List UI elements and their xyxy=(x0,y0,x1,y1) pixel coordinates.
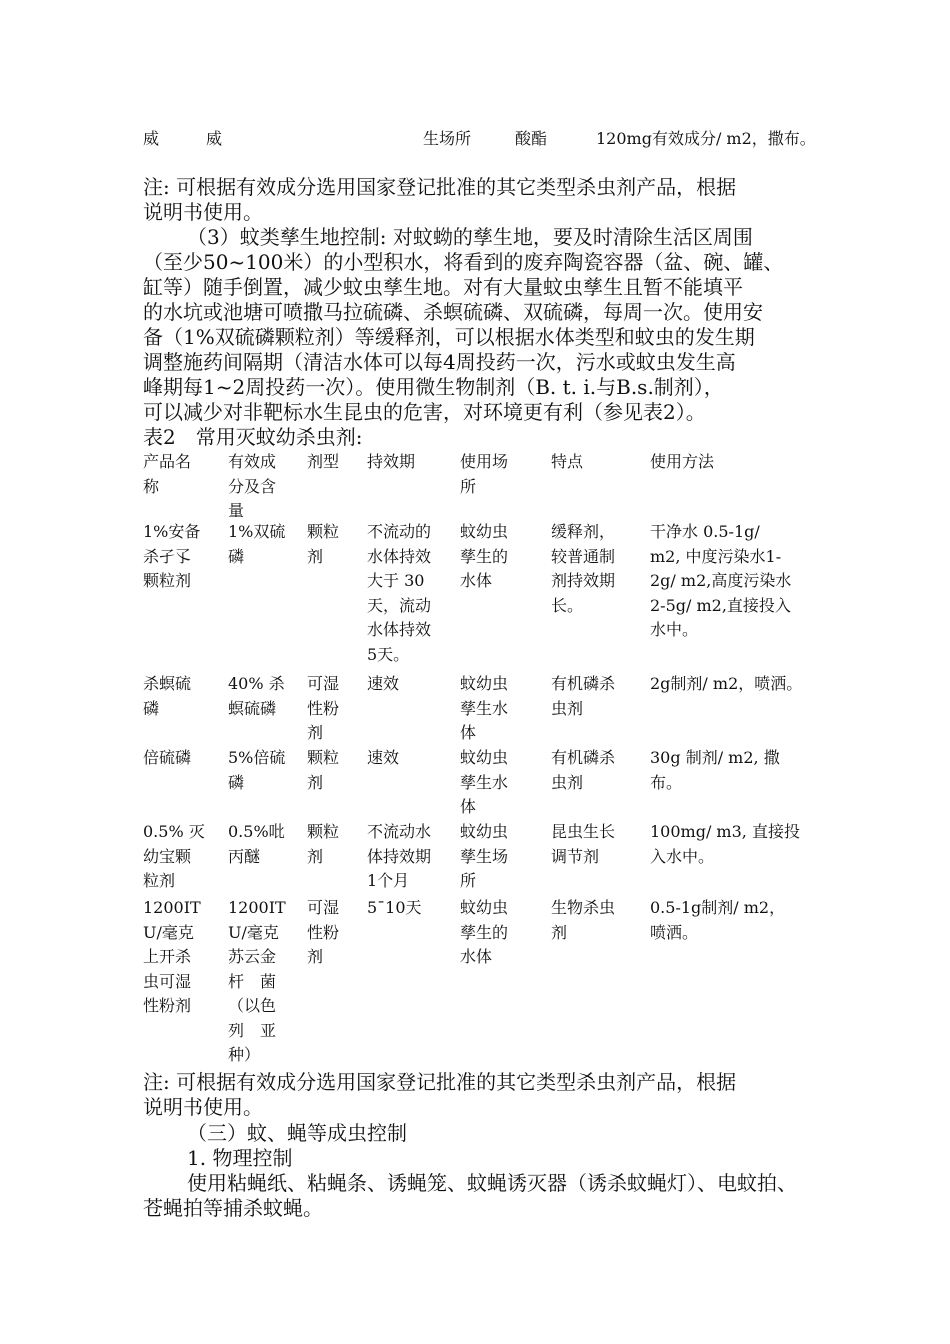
cell-line: 孳生的 xyxy=(460,922,509,942)
cell-line: 苏云金 xyxy=(228,947,277,966)
table-cell xyxy=(650,672,802,697)
text-line: 说明书使用。 xyxy=(143,200,263,224)
table-cell xyxy=(143,746,191,771)
cell-line: 粒剂 xyxy=(143,871,176,890)
cell-line: 生物杀虫 xyxy=(551,898,616,917)
table-cell xyxy=(307,896,339,970)
text-line: 调整施药间隔期（清洁水体可以每4周投药一次，污水或蚊虫发生高 xyxy=(143,350,736,374)
cell-line: 1个月 xyxy=(367,871,410,890)
table-cell xyxy=(460,520,508,594)
cell-line: 剂 xyxy=(307,846,324,866)
cell-line: 剂 xyxy=(307,947,324,966)
table-cell xyxy=(367,896,422,921)
cell-line: 100mg/ m3, 直接投 xyxy=(650,822,800,841)
cell-line: 不流动水 xyxy=(367,822,432,841)
cell-line: 不流动的 xyxy=(367,522,432,541)
cell-line: 蚊幼虫 xyxy=(460,522,509,541)
cell-line: 大于 30 xyxy=(367,571,425,590)
table1-last-row xyxy=(0,126,950,150)
cell-line: 磷 xyxy=(143,698,160,718)
cell-line: 特点 xyxy=(551,452,584,471)
cell-line: 所 xyxy=(460,476,477,496)
cell-line: 孳生的 xyxy=(460,546,509,566)
table-caption-text: 表2 常用灭蚊幼杀虫剂: xyxy=(143,425,363,449)
table-cell: 威 xyxy=(143,129,160,148)
cell-line: 螟硫磷 xyxy=(228,698,277,718)
cell-line: 列 亚 xyxy=(228,1020,277,1040)
note-paragraph xyxy=(143,175,815,225)
text-line: 缸等）随手倒置，减少蚊虫孳生地。对有大量蚊虫孳生且暂不能填平 xyxy=(143,275,743,299)
table-cell: 120mg有效成分/ m2，撒布。 xyxy=(596,129,816,148)
note-paragraph xyxy=(143,1070,815,1120)
cell-line: 1200IT xyxy=(228,898,286,917)
table-cell xyxy=(228,520,285,569)
table-cell xyxy=(367,820,431,894)
table-cell xyxy=(551,672,615,721)
cell-line: 使用方法 xyxy=(650,452,715,471)
cell-line: 长。 xyxy=(551,595,584,615)
cell-line: 孳生水 xyxy=(460,698,509,718)
table-cell xyxy=(143,820,205,894)
cell-line: 性粉 xyxy=(307,698,340,718)
cell-line: U/毫克 xyxy=(143,922,194,942)
mosquito-breeding-control-paragraph xyxy=(143,225,815,425)
table-cell xyxy=(367,520,431,667)
cell-line: 水体 xyxy=(460,947,493,966)
text-line: （至少50~100米）的小型积水，将看到的废弃陶瓷容器（盆、碗、罐、 xyxy=(143,250,784,274)
cell-line: 杀螟硫 xyxy=(143,674,192,693)
cell-line: 1%双硫 xyxy=(228,522,286,541)
cell-line: 昆虫生长 xyxy=(551,822,616,841)
cell-line: 30g 制剂/ m2, 撒 xyxy=(650,748,780,767)
table-cell xyxy=(228,746,285,795)
table-cell xyxy=(307,672,339,746)
table-cell xyxy=(367,746,399,771)
cell-line: 颗粒 xyxy=(307,822,340,841)
text-line: 注: 可根据有效成分选用国家登记批准的其它类型杀虫剂产品，根据 xyxy=(143,175,737,199)
cell-line: 颗粒 xyxy=(307,522,340,541)
cell-line: 磷 xyxy=(228,772,245,792)
cell-line: 缓释剂， xyxy=(551,522,616,541)
table-cell xyxy=(307,746,339,795)
cell-line: 剂 xyxy=(551,922,568,942)
table-cell xyxy=(460,746,508,820)
cell-line: 水中。 xyxy=(650,620,699,639)
table-header-cell xyxy=(307,450,339,475)
text-line: 使用粘蝇纸、粘蝇条、诱蝇笼、蚊蝇诱灭器（诱杀蚊蝇灯）、电蚊拍、 xyxy=(187,1171,797,1195)
cell-line: 持效期 xyxy=(367,452,416,471)
cell-line: 喷洒。 xyxy=(650,922,699,942)
cell-line: 蚊幼虫 xyxy=(460,898,509,917)
cell-line: 虫剂 xyxy=(551,698,584,718)
adult-control-section xyxy=(143,1121,815,1221)
cell-line: 水体 xyxy=(460,571,493,590)
table-cell xyxy=(143,896,201,1019)
table-cell xyxy=(228,672,285,721)
text-line: 可以减少对非靶标水生昆虫的危害，对环境更有利（参见表2）。 xyxy=(143,400,706,424)
cell-line: 分及含 xyxy=(228,476,277,496)
cell-line: 天，流动 xyxy=(367,595,432,615)
table-cell xyxy=(460,820,508,894)
cell-line: 性粉剂 xyxy=(143,996,192,1015)
cell-line: 水体持效 xyxy=(367,546,432,566)
cell-line: 孳生水 xyxy=(460,772,509,792)
cell-line: 杆 菌 xyxy=(228,971,277,991)
cell-line: 有效成 xyxy=(228,452,277,471)
table-cell xyxy=(143,672,191,721)
table-cell xyxy=(143,520,200,594)
cell-line: 5%倍硫 xyxy=(228,748,286,767)
table-cell xyxy=(650,520,791,643)
cell-line: 水体持效 xyxy=(367,620,432,639)
cell-line: 蚊幼虫 xyxy=(460,674,509,693)
table-cell xyxy=(551,746,615,795)
text-line: 峰期每1~2周投药一次）。使用微生物制剂（B. t. i.与B.s.制剂）， xyxy=(143,375,724,399)
cell-line: 剂 xyxy=(307,546,324,566)
cell-line: 剂型 xyxy=(307,452,340,471)
table-cell xyxy=(650,896,785,945)
cell-line: 倍硫磷 xyxy=(143,748,192,767)
cell-line: 1%安备 xyxy=(143,522,201,541)
table-cell xyxy=(460,672,508,746)
table-header-cell xyxy=(650,450,714,475)
cell-line: 剂 xyxy=(307,772,324,792)
text-line: 的水坑或池塘可喷撒马拉硫磷、杀螟硫磷、双硫磷，每周一次。使用安 xyxy=(143,300,763,324)
table-header-cell xyxy=(460,450,508,499)
cell-line: 孳生场 xyxy=(460,846,509,866)
table-caption xyxy=(143,425,815,450)
table-header-cell xyxy=(551,450,583,475)
cell-line: 产品名 xyxy=(143,452,192,471)
table-cell xyxy=(460,896,508,970)
cell-line: 颗粒剂 xyxy=(143,571,192,590)
table-cell: 生场所 xyxy=(423,129,472,148)
cell-line: 0.5-1g制剂/ m2， xyxy=(650,898,786,917)
table-cell xyxy=(307,820,339,869)
text-line: 备（1%双硫磷颗粒剂）等缓释剂，可以根据水体类型和蚊虫的发生期 xyxy=(143,325,755,349)
cell-line: 0.5% 灭 xyxy=(143,822,205,841)
table-cell: 酸酯 xyxy=(515,129,548,148)
text-line: 说明书使用。 xyxy=(143,1095,263,1119)
cell-line: 杀孑孓 xyxy=(143,546,192,566)
table-cell xyxy=(551,520,615,618)
cell-line: 使用场 xyxy=(460,452,509,471)
cell-line: 布。 xyxy=(650,772,683,792)
cell-line: 5¯10天 xyxy=(367,898,422,917)
table-cell xyxy=(307,520,339,569)
cell-line: 所 xyxy=(460,871,477,890)
cell-line: 较普通制 xyxy=(551,546,616,566)
cell-line: 磷 xyxy=(228,546,245,566)
table-cell xyxy=(367,672,399,697)
cell-line: 可湿 xyxy=(307,674,340,693)
table-header-cell xyxy=(228,450,276,524)
cell-line: 虫剂 xyxy=(551,772,584,792)
cell-line: 体 xyxy=(460,723,477,742)
cell-line: 称 xyxy=(143,476,160,496)
cell-line: 调节剂 xyxy=(551,846,600,866)
cell-line: U/毫克 xyxy=(228,922,279,942)
cell-line: （以色 xyxy=(228,996,277,1015)
cell-line: 蚊幼虫 xyxy=(460,822,509,841)
cell-line: 颗粒 xyxy=(307,748,340,767)
table-cell xyxy=(650,746,780,795)
cell-line: 上开杀 xyxy=(143,947,192,966)
text-line: 苍蝇拍等捕杀蚊蝇。 xyxy=(143,1196,323,1220)
cell-line: 种） xyxy=(228,1045,261,1064)
cell-line: 速效 xyxy=(367,674,400,693)
cell-line: 入水中。 xyxy=(650,846,715,866)
cell-line: 1200IT xyxy=(143,898,201,917)
cell-line: 剂 xyxy=(307,723,324,742)
cell-line: 性粉 xyxy=(307,922,340,942)
cell-line: 有机磷杀 xyxy=(551,674,616,693)
table-cell xyxy=(228,820,285,869)
table-header-cell xyxy=(143,450,191,499)
cell-line: 2g制剂/ m2，喷洒。 xyxy=(650,674,803,693)
cell-line: 蚊幼虫 xyxy=(460,748,509,767)
text-line: （3）蚊类孳生地控制: 对蚊蚴的孳生地，要及时清除生活区周围 xyxy=(187,225,753,249)
table-header-cell xyxy=(367,450,415,475)
table-cell xyxy=(228,896,286,1068)
cell-line: 可湿 xyxy=(307,898,340,917)
table-cell: 威 xyxy=(206,129,223,148)
cell-line: 速效 xyxy=(367,748,400,767)
cell-line: 干净水 0.5-1g/ xyxy=(650,522,760,541)
section-heading: （三）蚊、蝇等成虫控制 xyxy=(187,1121,407,1145)
table-cell xyxy=(650,820,800,869)
cell-line: 0.5%吡 xyxy=(228,822,285,841)
cell-line: 2g/ m2,高度污染水 xyxy=(650,571,792,590)
cell-line: m2, 中度污染水1- xyxy=(650,546,782,566)
sub-heading: 1. 物理控制 xyxy=(187,1146,293,1170)
table-cell xyxy=(551,896,615,945)
text-line: 注: 可根据有效成分选用国家登记批准的其它类型杀虫剂产品，根据 xyxy=(143,1070,737,1094)
cell-line: 40% 杀 xyxy=(228,674,285,693)
cell-line: 丙醚 xyxy=(228,846,261,866)
cell-line: 虫可湿 xyxy=(143,971,192,991)
cell-line: 5天。 xyxy=(367,644,410,664)
cell-line: 2-5g/ m2,直接投入 xyxy=(650,595,791,615)
cell-line: 幼宝颗 xyxy=(143,846,192,866)
cell-line: 有机磷杀 xyxy=(551,748,616,767)
cell-line: 剂持效期 xyxy=(551,571,616,590)
cell-line: 量 xyxy=(228,501,245,520)
table-cell xyxy=(551,820,615,869)
cell-line: 体 xyxy=(460,797,477,816)
cell-line: 体持效期 xyxy=(367,846,432,866)
